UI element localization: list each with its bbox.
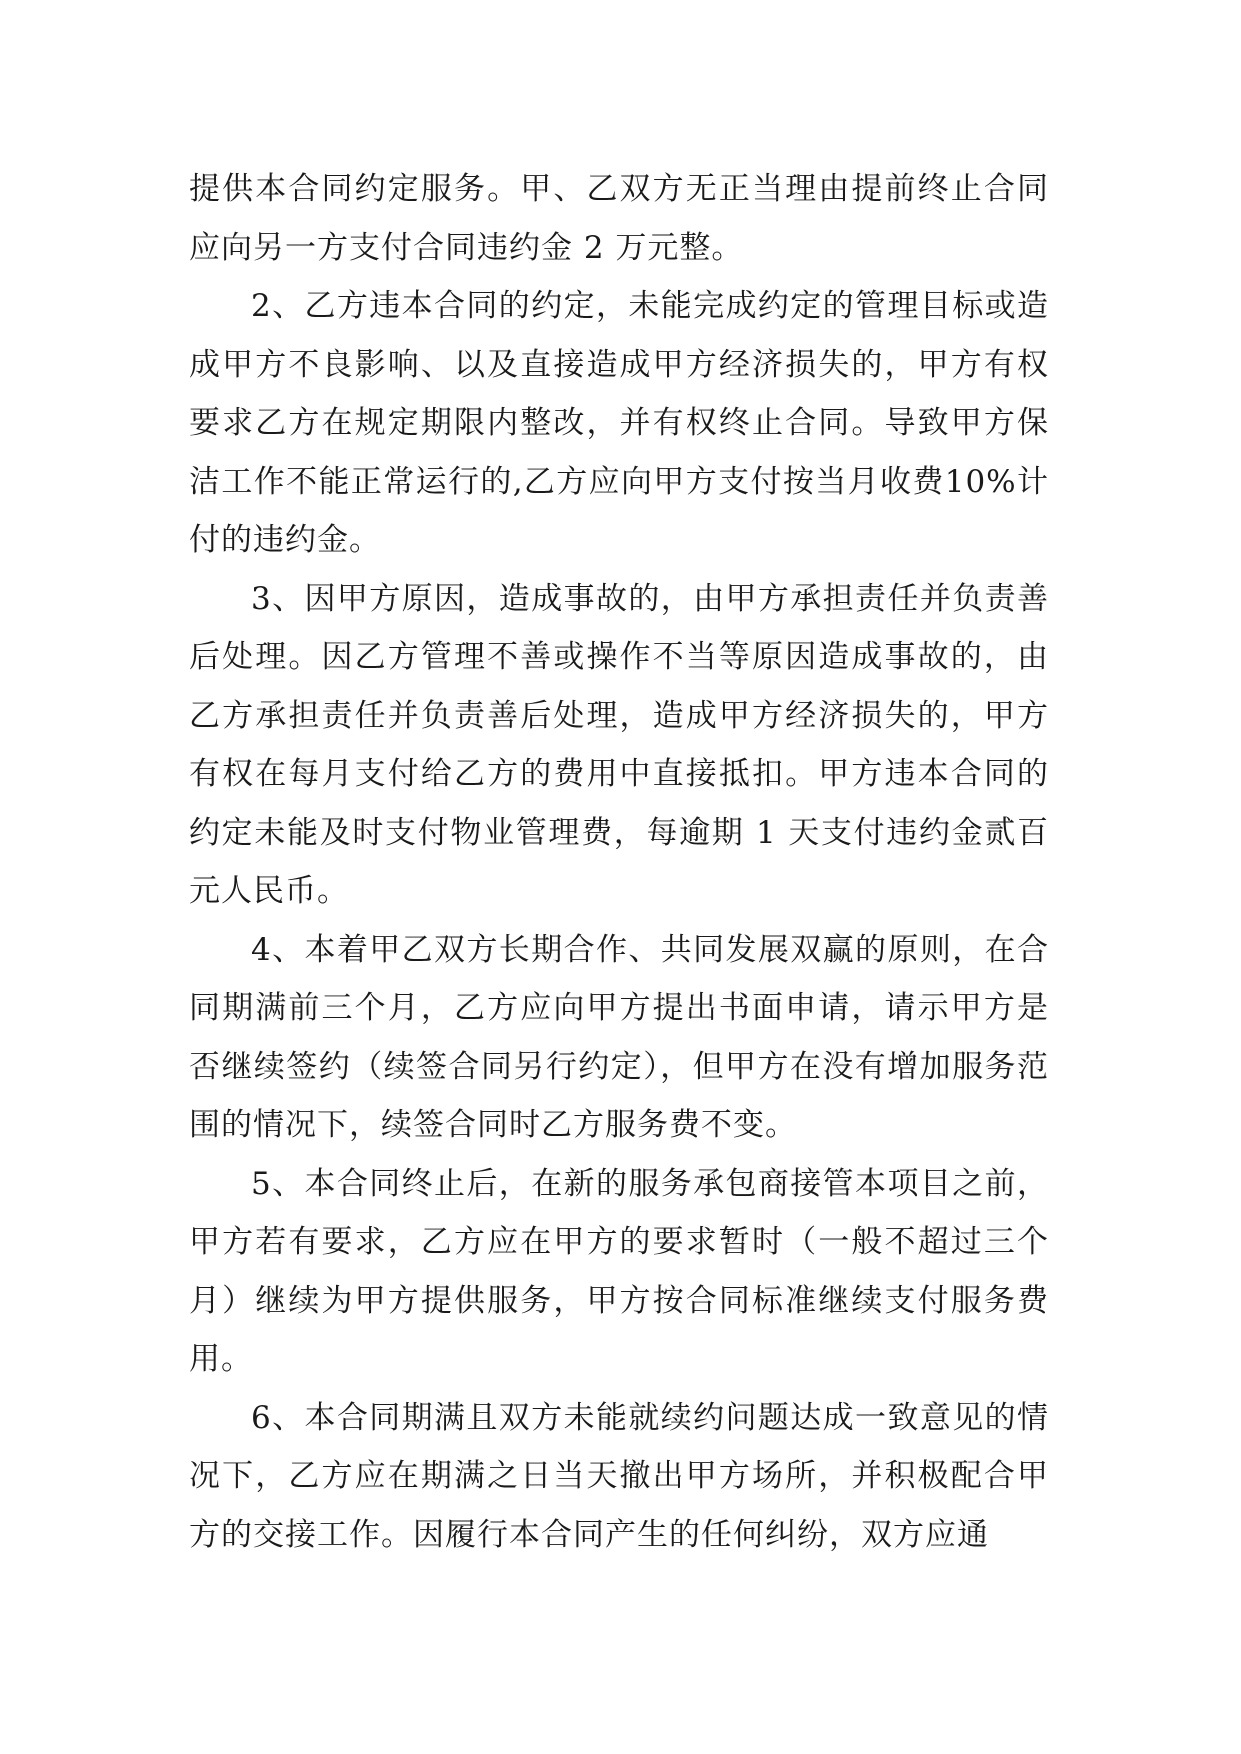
clause-3: 3、因甲方原因，造成事故的，由甲方承担责任并负责善后处理。因乙方管理不善或操作不当等原因造成事故的，由乙方承担责任并负责善后处理，造成甲方经济损失的，甲方有权在每月支付给乙方的费用中直接抵扣。甲方违本合同的约定未能及时支付物业管理费，每逾期 1 天支付违约金贰百元人民币。: [189, 580, 1049, 909]
paragraph-continuation: 提供本合同约定服务。甲、乙双方无正当理由提前终止合同应向另一方支付合同违约金 2 万元整。: [189, 171, 1049, 266]
clause-6: 6、本合同期满且双方未能就续约问题达成一致意见的情况下，乙方应在期满之日当天撤出甲方场所，并积极配合甲方的交接工作。因履行本合同产生的任何纠纷，双方应通: [189, 1399, 1049, 1553]
clause-5: 5、本合同终止后，在新的服务承包商接管本项目之前，甲方若有要求，乙方应在甲方的要求暂时（一般不超过三个月）继续为甲方提供服务，甲方按合同标准继续支付服务费用。: [189, 1165, 1049, 1377]
contract-text: [189, 160, 1049, 1564]
clause-2: 2、乙方违本合同的约定，未能完成约定的管理目标或造成甲方不良影响、以及直接造成甲方经济损失的，甲方有权要求乙方在规定期限内整改，并有权终止合同。导致甲方保洁工作不能正常运行的,乙方应向甲方支付按当月收费10%计付的违约金。: [189, 288, 1049, 558]
clause-4: 4、本着甲乙双方长期合作、共同发展双赢的原则，在合同期满前三个月，乙方应向甲方提出书面申请，请示甲方是否继续签约（续签合同另行约定），但甲方在没有增加服务范围的情况下，续签合同时乙方服务费不变。: [189, 931, 1049, 1143]
